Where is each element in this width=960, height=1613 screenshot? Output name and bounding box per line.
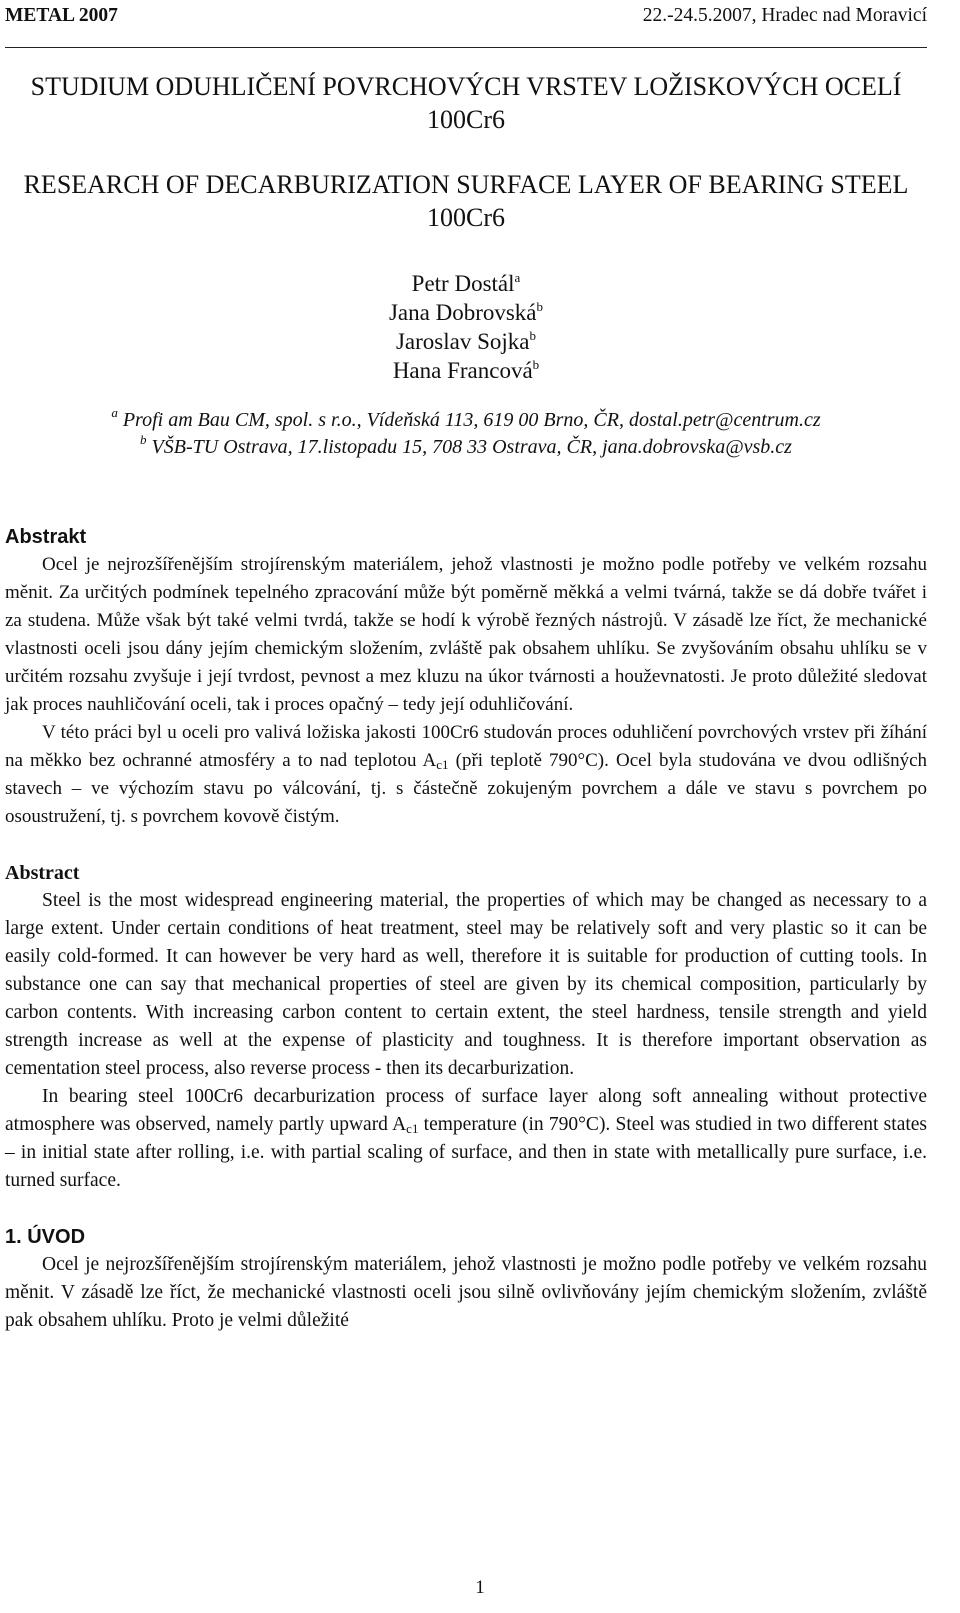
affiliation-a: $^a$ Profi am Bau CM, spol. s r.o., Vídeňská 113, 619 00 Brno, ČR, dostal.petr@centrum.cz <box>111 405 821 431</box>
uvod-heading: 1. ÚVOD <box>5 1226 86 1248</box>
body-text <box>5 523 927 1335</box>
abstrakt-paragraph-1: Ocel je nejrozšířenějším strojírenským materiálem, jehož vlastnosti je možno podle potřeby ve velkém rozsahu měnit. Za určitých podmínek tepelného zpracování může být poměrně měkká a velmi tvárná, takže se dá dobře tvářet i za studena. Může však být také velmi tvrdá, takže se hodí k výrobě řezných nástrojů. V zásadě lze říct, že mechanické vlastnosti oceli jsou dány jejím chemickým složením, zvláště pak obsahem uhlíku. Se zvyšováním obsahu uhlíku se v určitém rozsahu zvyšuje i její tvrdost, pevnost a mez kluzu na úkor tvárnosti a houževnatosti. Je proto důležité sledovat jak proces nauhličování oceli, tak i proces opačný – tedy její oduhličování. <box>5 554 927 715</box>
affiliation-b: $^b$ VŠB-TU Ostrava, 17.listopadu 15, 708 33 Ostrava, ČR, jana.dobrovska@vsb.cz <box>140 432 792 458</box>
abstrakt-heading: Abstrakt <box>5 526 87 548</box>
abstract-paragraph-1: Steel is the most widespread engineering material, the properties of which may be changed as necessary to a large extent. Under certain conditions of heat treatment, steel may be relatively soft and very plastic so it can be easily cold-formed. It can however be very hard as well, therefore it is suitable for production of cutting tools. In substance one can say that mechanical properties of steel are given by its chemical composition, particularly by carbon contents. With increasing carbon content to certain extent, the steel hardness, tensile strength and yield strength increase as well at the expense of plasticity and toughness. It is therefore important observation as cementation steel process, also reverse process - then its decarburization. <box>5 890 927 1079</box>
title-english: RESEARCH OF DECARBURIZATION SURFACE LAYER OF BEARING STEEL 100Cr6 <box>23 170 909 232</box>
uvod-paragraph-1: Ocel je nejrozšířenějším strojírenským materiálem, jehož vlastnosti je možno podle potřeby ve velkém rozsahu měnit. V zásadě lze říct, že mechanické vlastnosti oceli jsou silně ovlivňovány jejím chemickým složením, zvláště pak obsahem uhlíku. Proto je velmi důležité <box>5 1254 927 1331</box>
title-block <box>5 70 927 461</box>
abstract-section <box>5 859 927 1195</box>
abstrakt-paragraph-2: V této práci byl u oceli pro valivá ložiska jakosti 100Cr6 studován proces oduhličení povrchových vrstev při žíhání na měkko bez ochranné atmosféry a to nad teplotou $A_{c1}$ (při teplotě 790°C). Ocel byla studována ve dvou odlišných stavech – ve výchozím stavu po válcování, tj. s částečně zokujeným povrchem a dále ve stavu s povrchem po osoustružení, tj. s povrchem kovově čistým. <box>5 722 927 827</box>
author: Jana Dobrovská$^b$ <box>388 299 544 325</box>
running-header <box>5 2 927 30</box>
author: Hana Francová$^b$ <box>392 357 540 383</box>
title-czech: STUDIUM ODUHLIČENÍ POVRCHOVÝCH VRSTEV LOŽISKOVÝCH OCELÍ 100Cr6 <box>30 72 902 134</box>
affiliations <box>5 407 927 461</box>
author: Petr Dostál$^a$ <box>411 270 521 296</box>
page-number: 1 <box>475 1577 485 1598</box>
abstract-heading: Abstract <box>5 862 80 884</box>
uvod-section <box>5 1223 927 1335</box>
conference-name: METAL 2007 <box>5 5 118 26</box>
author: Jaroslav Sojka$^b$ <box>395 328 536 354</box>
conference-date-place: 22.-24.5.2007, Hradec nad Moravicí <box>642 5 927 26</box>
header-rule <box>5 47 927 48</box>
author-list <box>5 269 927 385</box>
abstract-paragraph-2: In bearing steel 100Cr6 decarburization process of surface layer along soft annealing without protective atmosphere was observed, namely partly upward $A_{c1}$ temperature (in 790°C). Steel was studied in two different states – in initial state after rolling, i.e. with partial scaling of surface, and then in state with metallically pure surface, i.e. turned surface. <box>5 1086 928 1191</box>
abstrakt-section <box>5 523 927 831</box>
